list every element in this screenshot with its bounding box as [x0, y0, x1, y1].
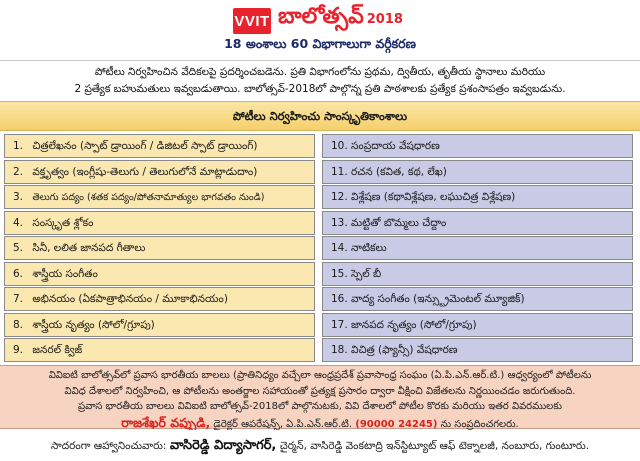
- invite-prefix: సాదరంగా ఆహ్వానించువారు:: [50, 440, 167, 452]
- category-item: 2. వక్తృత్వం (ఇంగ్లీషు-తెలుగు / తెలుగులోనే మాట్లాడుదాం): [4, 160, 315, 184]
- page-subtitle: 18 అంశాలు 60 విభాగాలుగా వర్గీకరణ: [224, 36, 416, 51]
- category-item: 15. స్పెల్ బీ: [322, 262, 633, 286]
- invite-name: వాసిరెడ్డి విద్యాసాగర్,: [169, 438, 277, 453]
- category-item: 4. సంస్కృత శ్లోకం: [4, 211, 315, 235]
- category-item: 11. రచన (కవిత, కథ, లేఖ): [322, 160, 633, 184]
- category-item: 13. మట్టితో బొమ్మలు చేద్దాం: [322, 211, 633, 235]
- categories-grid: [0, 134, 640, 364]
- category-item: 5. సినీ, లలిత జానపద గీతాలు: [4, 236, 315, 260]
- category-item: 9. జనరల్ క్విజ్: [4, 338, 315, 362]
- contact-suffix: ను సంప్రదించగలరు.: [440, 418, 519, 430]
- nri-info-box: [0, 365, 640, 429]
- contact-name: రాజశేఖర్ వప్పుడి,: [121, 414, 211, 430]
- title-text: బాలోత్సవ్: [278, 4, 364, 29]
- vvit-logo: VVIT: [233, 8, 271, 34]
- category-item: 6. శాస్త్రీయ సంగీతం: [4, 262, 315, 286]
- category-item: 10. సంప్రదాయ వేషధారణ: [322, 134, 633, 158]
- category-item: 3. తెలుగు పద్యం (శతక పద్యం/పోతనామాత్యుల భాగవతం నుండి): [4, 185, 315, 209]
- category-item: 18. విచిత్ర (ఫ్యాన్సీ) వేషధారణ: [322, 338, 633, 362]
- intro-text: [0, 60, 640, 100]
- category-item: 16. వాద్య సంగీతం (ఇన్స్ట్రుమెంటల్ మ్యూజిక్): [322, 287, 633, 311]
- nri-line-1: వివిఐటి బాలోత్సవ్‌లో ప్రవాస భారతీయ బాలలు (ప్రాతినిధ్యం వచ్చేలా ఆంధ్రప్రదేశ్ ప్రవాసాంధ్ర సంఘం (ఏ.పి.ఎన్.ఆర్.టి.) ఆధ్వర్యంలో పోటీలను: [48, 370, 592, 381]
- contact-role: డైరెక్టర్ ఆపరేషన్స్, ఏ.పి.ఎన్.ఆర్.టి.: [213, 418, 353, 430]
- category-item: 14. నాటికలు: [322, 236, 633, 260]
- category-item: 8. శాస్త్రీయ నృత్యం (సోలో/గ్రూపు): [4, 313, 315, 337]
- intro-line-2: 2 ప్రత్యేక బహుమతులు ఇవ్వబడుతాయి. బాలోత్సవ్-2018లో పాల్గొన్న ప్రతి పాఠశాలకు ప్రత్యేక ప్రశంసాపత్రం ఇవ్వబడును.: [74, 83, 566, 95]
- title-year: 2018: [366, 12, 403, 27]
- category-item: 7. అభినయం (ఏకపాత్రాభినయం / మూకాభినయం): [4, 287, 315, 311]
- category-item: 12. విశ్లేషణ (కథావిశ్లేషణ, లఘుచిత్ర విశ్లేషణ): [322, 185, 633, 209]
- section-title: పోటీలు నిర్వహించు సాంస్కృతికాంశాలు: [0, 101, 640, 131]
- intro-line-1: పోటీలు నిర్వహించిన వేదికలపై ప్రదర్శించబడెను. ప్రతి విభాగంలోను ప్రథమ, ద్వితీయ, తృతీయ స్థానాలు మరియు: [94, 66, 546, 78]
- category-item: 17. జానపద నృత్యం (సోలో/గ్రూపు): [322, 313, 633, 337]
- nri-line-3: ప్రవాస భారతీయ బాలలు వివిఐటి బాలోత్సవ్-2018లో పాల్గొనుటకు, వివి దేశాలలో పోటీల కొరకు మరియు ఇతర వివరములకు: [78, 401, 562, 412]
- nri-line-2: వివిధ దేశాలలో నిర్వహించి, ఆ పోటీలను అంతర్జాల సహాయంతో ప్రత్యక్ష ప్రసారం ద్వారా వీక్షించి విజేతలను నిర్ణయించడం జరుగుతుంది.: [64, 385, 576, 397]
- header: [0, 0, 640, 58]
- invite-line: [0, 430, 640, 461]
- invite-suffix: చైర్మన్, వాసిరెడ్డి వెంకటాద్రి ఇన్‌స్టిట్యూట్ ఆఫ్ టెక్నాలజీ, నంబూరు, గుంటూరు.: [279, 440, 590, 452]
- contact-phone: (90000 24245): [355, 418, 438, 430]
- balotsav-title: [278, 4, 403, 34]
- category-item: 1. చిత్రలేఖనం (స్పాట్ డ్రాయింగ్ / డిజిటల్ స్పాట్ డ్రాయింగ్): [4, 134, 315, 158]
